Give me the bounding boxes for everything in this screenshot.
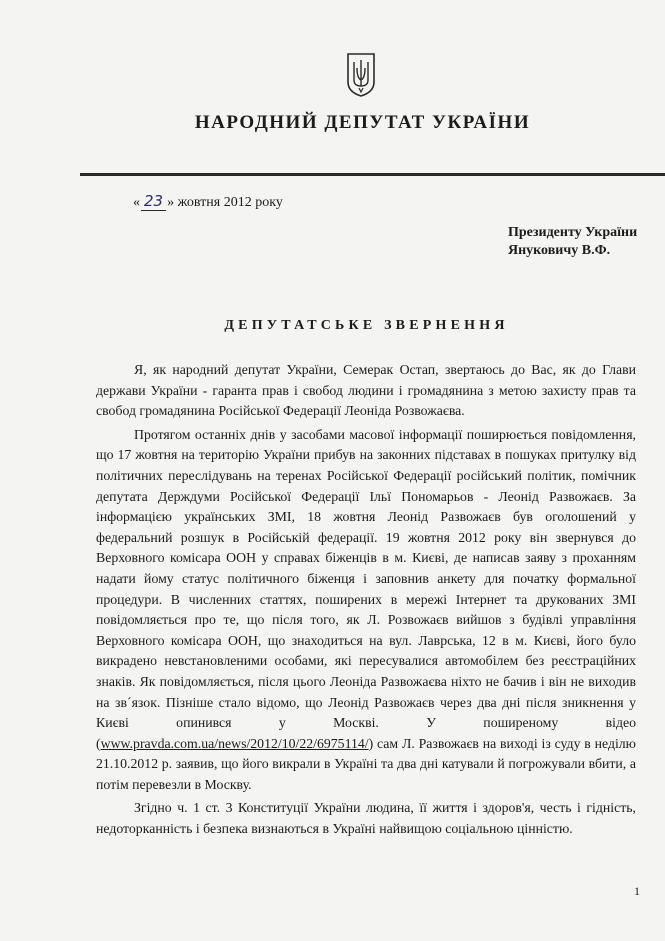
date-line [133,192,283,211]
page-title: НАРОДНИЙ ДЕПУТАТ УКРАЇНИ [194,112,531,133]
date-month-year: жовтня 2012 року [174,195,283,210]
header-divider [80,173,665,176]
recipient-title: Президенту України [508,225,638,240]
paragraph-3: Згідно ч. 1 ст. 3 Конституції України людина, її життя і здоров'я, честь і гідність, недоторканність і безпека визнаються в Україні найвищою соціальною цінністю. [96,800,636,837]
document-title: ДЕПУТАТСЬКЕ ЗВЕРНЕННЯ [224,318,509,333]
recipient-block [508,224,637,260]
date-close-quote: » [167,195,175,210]
paragraph-2 [96,425,636,796]
source-link[interactable]: www.pravda.com.ua/news/2012/10/22/6975114/ [100,735,369,751]
recipient-name: Януковичу В.Ф. [508,243,611,258]
date-open-quote: « [133,195,140,210]
date-day-handwritten: 23 [141,192,166,211]
document-body [96,360,636,843]
paragraph-2-part-a: Протягом останніх днів у засобами масової інформації поширюється повідомлення, що 17 жовтня на територію України прибув на законних підставах в пошуках притулку від політичних переслідувань на теренах Російської Федерації російський політик, помічник депутата Держдуми Російської Федерації Ільї Пономарьов - Леонід Развожаєв. За інформацією українських ЗМІ, 18 жовтня Леонід Развожаєв був оголошений у федеральний розшук в Російській федерації. 19 жовтня 2012 року він звернувся до Верховного комісара ООН у справах біженців в м. Києві, де написав заяву з проханням надати йому статус політичного біженця і заповнив анкету для початку формальної процедури. В численних статтях, поширених в мережі Інтернет та друкованих ЗМІ повідомляється про те, що після того, як Л. Розвожаєв вийшов з будівлі управління Верховного комісара ООН, що знаходиться на вул. Лаврська, 12 в м. Києві, його було викрадено невстановленими особами, які пересувалися автомобілем без реєстраційних знаків. Як повідомляється, після цього Леоніда Развожаєва ніхто не бачив і він не виходив на зв´язок. Пізніше стало відомо, що Леонід Развожаєв через два дні після зникнення у Києві опинився у Москві. У поширеному відео ( [96,426,636,751]
paragraph-2-part-b: ) сам Л. Развожаєв на виході із суду в неділю 21.10.2012 р. заявив, що його викрали в Україні та два дні катували й погрожували вбити, а потім перевезли в Москву. [96,735,636,792]
page-number: 1 [634,884,640,898]
trident-coat-of-arms-icon [346,52,376,98]
paragraph-1: Я, як народний депутат України, Семерак Остап, звертаюсь до Вас, як до Глави держави України - гаранта прав і свобод людини і громадянина з метою захисту прав та свобод громадянина Російської Федерації Леоніда Розвожаєва. [96,362,636,419]
